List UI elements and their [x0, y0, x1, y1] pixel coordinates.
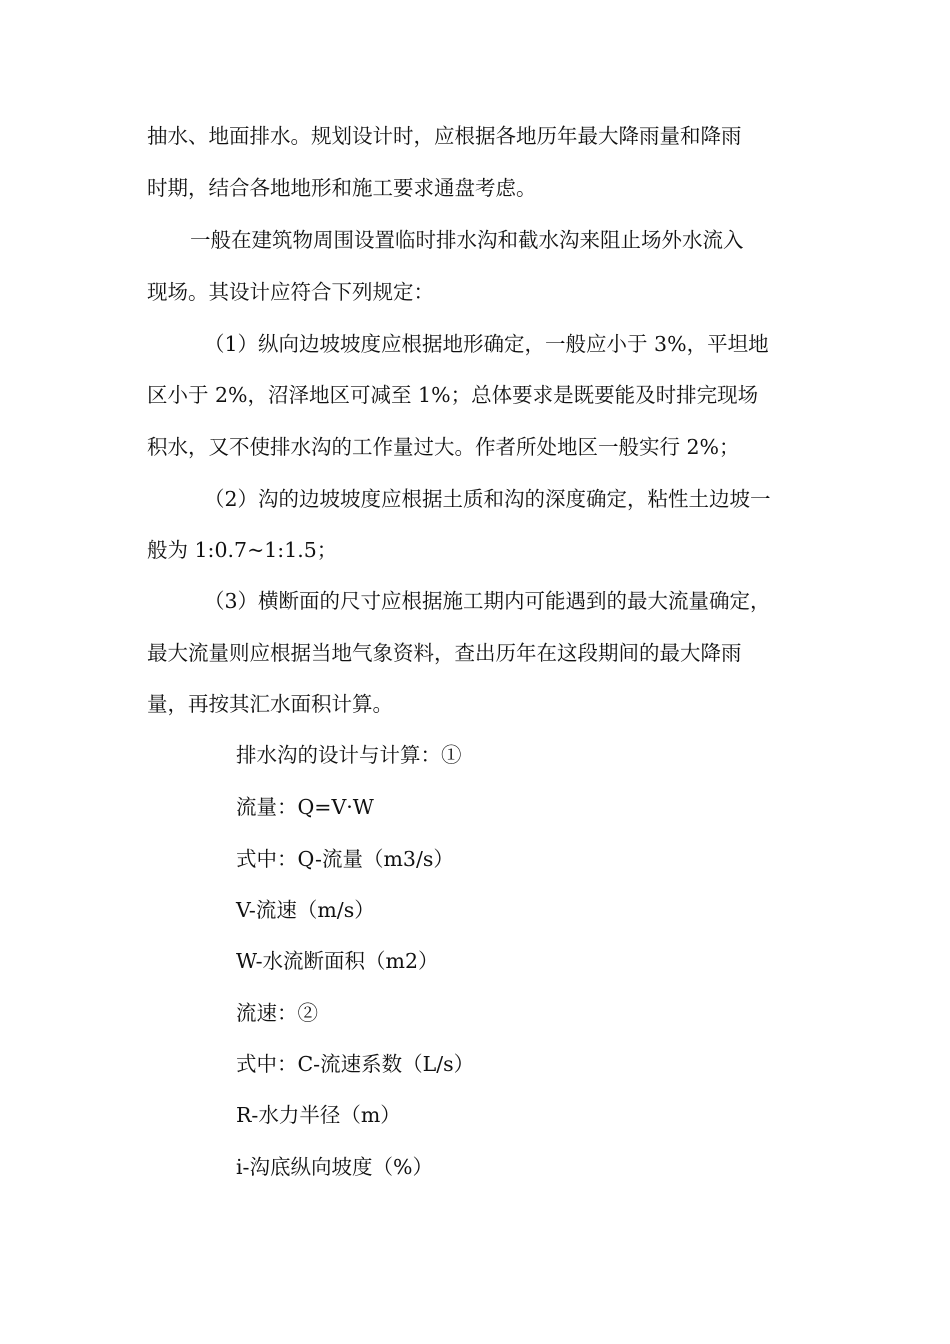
- paragraph-line: 一般在建筑物周围设置临时排水沟和截水沟来阻止场外水流入: [190, 228, 744, 252]
- list-item-2-line: 般为 1:0.7~1:1.5；: [147, 538, 338, 562]
- formula-line: 式中：C-流速系数（L/s）: [236, 1052, 475, 1076]
- list-item-3-line: 量，再按其汇水面积计算。: [147, 692, 393, 716]
- list-item-3-line: 最大流量则应根据当地气象资料，查出历年在这段期间的最大降雨: [147, 641, 742, 665]
- formula-heading: 排水沟的设计与计算：①: [236, 743, 462, 767]
- formula-line: 流速：②: [236, 1001, 318, 1025]
- paragraph-line: 抽水、地面排水。规划设计时，应根据各地历年最大降雨量和降雨: [147, 124, 742, 148]
- formula-line: W-水流断面积（m2）: [236, 949, 439, 973]
- list-item-1-line: 区小于 2%，沼泽地区可减至 1%；总体要求是既要能及时排完现场: [147, 383, 759, 407]
- paragraph-line: 时期，结合各地地形和施工要求通盘考虑。: [147, 176, 537, 200]
- list-item-1-line: 积水，又不使排水沟的工作量过大。作者所处地区一般实行 2%；: [147, 435, 740, 459]
- formula-line: 流量：Q=V·W: [236, 795, 374, 819]
- formula-line: 式中：Q-流量（m3/s）: [236, 847, 454, 871]
- formula-line: V-流速（m/s）: [236, 898, 375, 922]
- list-item-2-line: （2）沟的边坡坡度应根据土质和沟的深度确定，粘性土边坡一: [204, 487, 771, 511]
- paragraph-line: 现场。其设计应符合下列规定：: [147, 280, 434, 304]
- list-item-3-line: （3）横断面的尺寸应根据施工期内可能遇到的最大流量确定，: [204, 589, 771, 613]
- list-item-1-line: （1）纵向边坡坡度应根据地形确定，一般应小于 3%，平坦地: [204, 332, 769, 356]
- formula-line: i-沟底纵向坡度（%）: [236, 1155, 433, 1179]
- formula-line: R-水力半径（m）: [236, 1103, 401, 1127]
